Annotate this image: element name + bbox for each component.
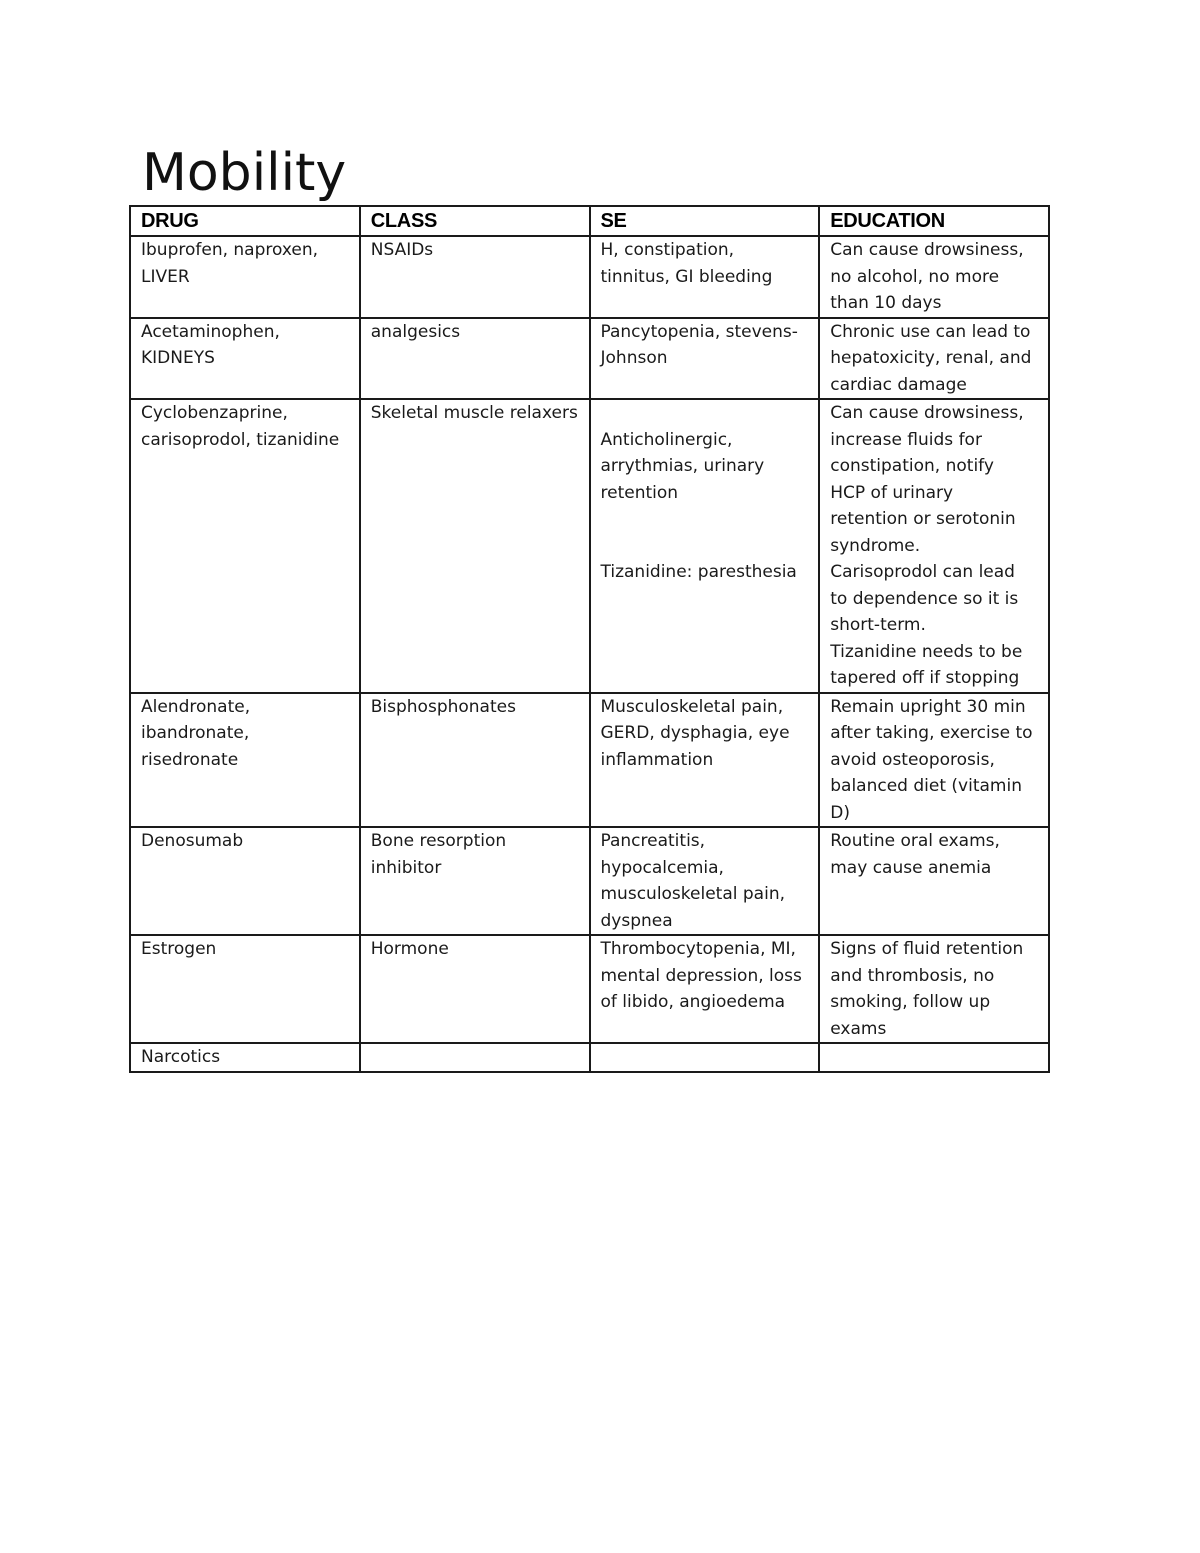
- class-text: NSAIDs: [370, 240, 434, 260]
- se-note-text: Tizanidine: paresthesia: [600, 562, 797, 582]
- education-text: Signs of fluid retention and thrombosis, no smoking, follow up exams: [830, 939, 1024, 1039]
- education-cell: [819, 318, 1049, 400]
- class-cell: [360, 693, 590, 828]
- drug-text: Alendronate, ibandronate, risedronate: [141, 696, 251, 770]
- education-cell: [819, 399, 1049, 693]
- education-text: Remain upright 30 min after taking, exercise to avoid osteoporosis, balanced diet (vitamin D): [830, 696, 1033, 823]
- se-cell: [590, 399, 820, 693]
- drug-cell: [130, 935, 360, 1043]
- column-header-class: CLASS: [360, 206, 590, 236]
- se-text: Anticholinergic, arrythmias, urinary retention: [600, 429, 765, 503]
- class-text: Bone resorption inhibitor: [370, 831, 507, 878]
- se-cell: [590, 827, 820, 935]
- education-cell: [819, 236, 1049, 318]
- se-cell: [590, 318, 820, 400]
- class-cell: [360, 399, 590, 693]
- drug-text: Cyclobenzaprine, carisoprodol, tizanidine: [141, 403, 340, 450]
- drug-cell: [130, 399, 360, 693]
- drug-table: [129, 205, 1050, 1073]
- table-row: [130, 236, 1049, 318]
- class-text: Hormone: [370, 939, 449, 959]
- column-header-se: SE: [590, 206, 820, 236]
- class-cell: [360, 236, 590, 318]
- class-text: Skeletal muscle relaxers: [370, 403, 578, 423]
- se-text: Thrombocytopenia, MI, mental depression, loss of libido, angioedema: [600, 939, 802, 1012]
- table-row: [130, 399, 1049, 693]
- education-text: Chronic use can lead to hepatoxicity, renal, and cardiac damage: [830, 321, 1032, 395]
- class-cell: [360, 318, 590, 400]
- education-cell: [819, 1043, 1049, 1072]
- drug-cell: [130, 693, 360, 828]
- page-title: Mobility: [142, 143, 347, 203]
- drug-text: Denosumab: [141, 831, 244, 851]
- class-text: Bisphosphonates: [370, 696, 516, 717]
- column-header-drug: DRUG: [130, 206, 360, 236]
- drug-cell: [130, 318, 360, 400]
- education-cell: [819, 827, 1049, 935]
- se-text: Pancreatitis, hypocalcemia, musculoskeletal pain, dyspnea: [600, 831, 785, 931]
- drug-cell: [130, 827, 360, 935]
- education-cell: [819, 693, 1049, 828]
- column-header-education: EDUCATION: [819, 206, 1049, 236]
- table-row: [130, 935, 1049, 1043]
- se-cell: [590, 693, 820, 828]
- se-text: Musculoskeletal pain, GERD, dysphagia, eye inflammation: [600, 696, 790, 770]
- class-cell: [360, 1043, 590, 1072]
- education-text: Can cause drowsiness, increase fluids for constipation, notify HCP of urinary retention or serotonin syndrome. Carisoprodol can lead to dependence so it is short-term. Tizanidine needs to be tapered off if stopping: [830, 403, 1024, 688]
- class-text: analgesics: [370, 321, 461, 342]
- se-cell: [590, 935, 820, 1043]
- table-header-row: [130, 206, 1049, 236]
- education-text: Routine oral exams, may cause anemia: [830, 831, 1000, 878]
- table-row: [130, 827, 1049, 935]
- se-text: H, constipation, tinnitus, GI bleeding: [600, 240, 773, 287]
- drug-cell: [130, 1043, 360, 1072]
- table-row: [130, 318, 1049, 400]
- class-cell: [360, 935, 590, 1043]
- class-cell: [360, 827, 590, 935]
- drug-text: Estrogen: [141, 939, 217, 959]
- se-cell: [590, 1043, 820, 1072]
- drug-text: Acetaminophen, KIDNEYS: [141, 321, 280, 368]
- education-text: Can cause drowsiness, no alcohol, no more than 10 days: [830, 240, 1024, 313]
- se-cell: [590, 236, 820, 318]
- drug-text: Narcotics: [141, 1047, 221, 1067]
- se-text: Pancytopenia, stevens- Johnson: [600, 321, 798, 368]
- drug-cell: [130, 236, 360, 318]
- drug-text: Ibuprofen, naproxen, LIVER: [141, 240, 319, 287]
- table-row: [130, 1043, 1049, 1072]
- table-row: [130, 693, 1049, 828]
- education-cell: [819, 935, 1049, 1043]
